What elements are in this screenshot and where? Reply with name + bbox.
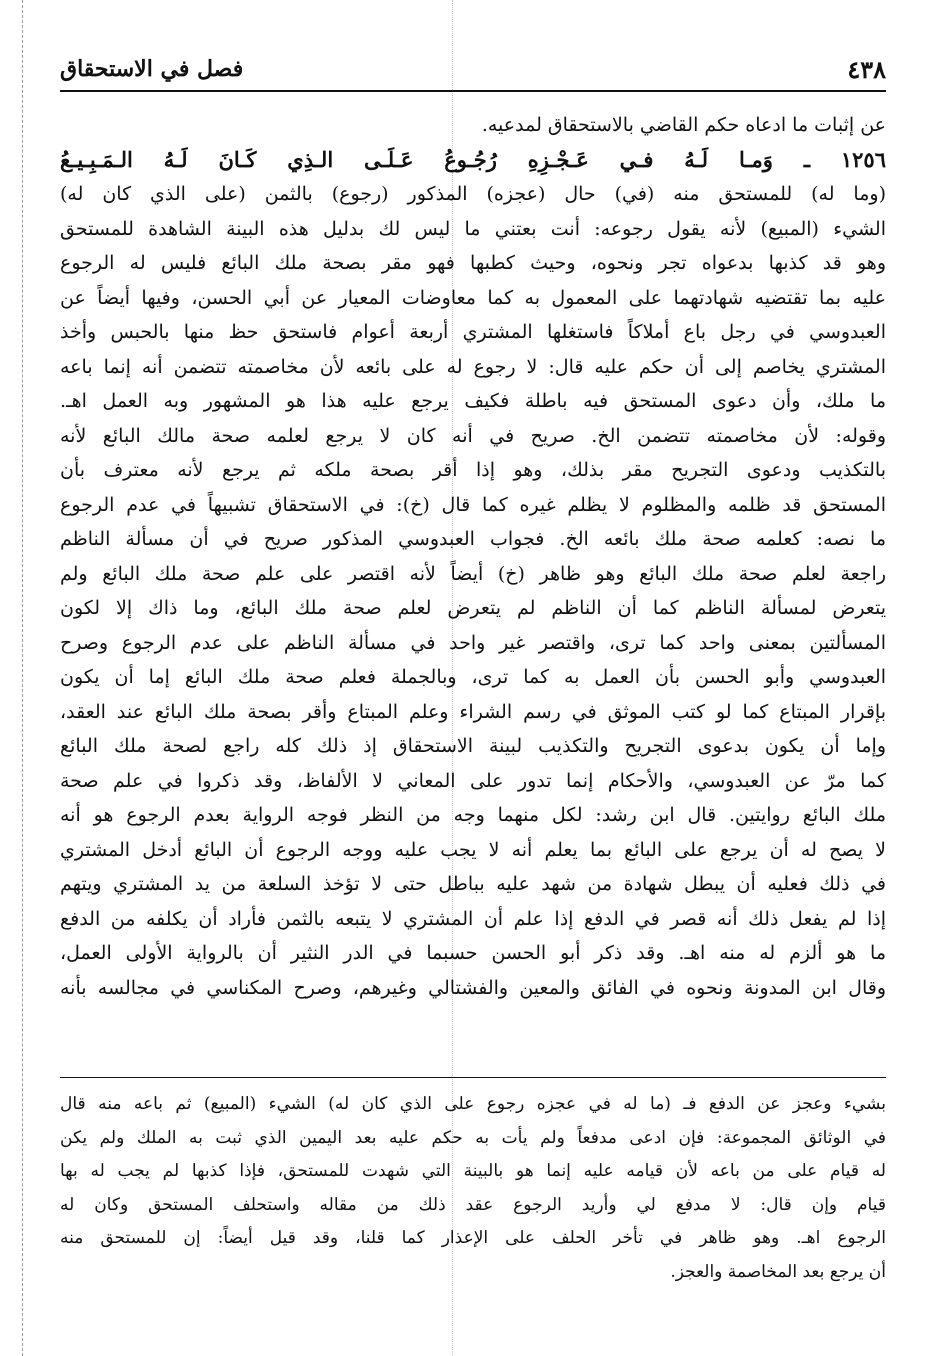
page-header [60,48,886,92]
footnote-line: أن يرجع بعد المخاصمة والعجز. [670,1261,886,1282]
footnote-line: في الوثائق المجموعة: فإن ادعى مدفعاً ولم يأت به حكم عليه بعد اليمين الذي ثبت به الملك ولم يكن [60,1127,886,1148]
footnotes [60,1088,886,1289]
text-line: وهو قد كذبها بدعواه تجر ونحوه، وحيث كطبها فهو مقر بصحة ملك البائع فليس له الرجوع [60,252,886,274]
text-line: وقال ابن المدونة ونحوه في الفائق والمعين والفشتالي وغيرهم، وصرح المكناسي في مجالسه بأنه [60,976,886,999]
footnote-line: له قيام على من باعه لأن قيامه عليه إنما هو بالبينة التي شهدت للمستحق، فإذا كذبها لم يجب له بها [60,1161,886,1181]
text-line: كما مرّ عن العبدوسي، والأحكام إنما تدور على المعاني لا الألفاظ، وقد ذكروا في علم صحة [60,769,886,792]
text-line: (وما له) للمستحق منه (في) حال (عجزه) المذكور (رجوع) بالثمن (على الذي كان له) [60,183,886,205]
text-line: المسألتين بمعنى واحد كما ترى، واقتصر غير واحد في مسألة الناظم على عدم الرجوع وصرح [60,631,886,654]
text-line: وقوله: لأن مخاصمته تتضمن الخ. صريح في أنه كان لا يرجع لعلمه صحة مالك البائع لأنه [60,424,886,447]
text-line: عليه بما تقتضيه شهادتهما على المعمول به كما معاوضات المعيار عن أبي الحسن، وفيها أيضاً عن [60,286,886,309]
text-line: لا يصح له أن يرجع على البائع بما يعلم أنه لا يجب عليه ووجه الرجوع أن البائع أدخل المشتري [60,838,886,861]
text-line: ما هو ألزم له منه اهـ. وقد ذكر أبو الحسن حسبما في الدر النثير أن بالرواية الأولى العمل، [60,942,886,964]
text-line: ما ملك، وأن دعوى المستحق فيه باطلة فكيف يرجع عليه هذا هو المشهور وبه العمل اهـ. [60,390,886,412]
footnote-line: الرجوع اهـ. وهو ظاهر في تأخر الحلف على الإعذار كما قلنا، وقد قيل أيضاً: إن للمستحق منه [60,1228,886,1248]
text-line: بالتكذيب ودعوى التجريح مقر بذلك، وهو إذا أقر بصحة ملكه ثم يرجع لأنه معترف بأن [60,459,886,481]
text-line: إذا لم يفعل ذلك أنه قصر في الدفع إذا علم أن المشتري لا يتبعه بالثمن فأراد أن يكلفه من الدفع [60,907,886,930]
text-line: يتعرض لمسألة الناظم كما أن الناظم لم يتعرض لعلم صحة ملك البائع، وما ذاك إلا لكون [60,597,886,619]
page-number: ٤٣٨ [847,54,886,84]
text-line: بإقرار المبتاع كما لو كتب الموثق في رسم الشراء وعلم المبتاع وأقر بصحة ملك البائع عند العقد، [60,700,886,723]
text-line: في ذلك فعليه أن يبطل شهادة من شهد عليه بباطل حتى لا تؤخذ السلعة من يد المشتري ويتهم [60,873,886,895]
running-title: فصل في الاستحقاق [60,56,244,82]
text-line: العبدوسي وأبو الحسن بأن العمل به كما ترى، وبالجملة فعلم صحة ملك البائع إما أن يكون [60,666,886,688]
text-line: ملك البائع روايتين. قال ابن رشد: لكل منهما وجه من النظر فوجه الرواية بعدم الرجوع هو أنه [60,804,886,826]
footnote-line: بشيء وعجز عن الدفع فـ (ما له في عجزه رجوع على الذي كان له) الشيء (المبيع) ثم باعه منه قال [60,1094,886,1114]
text-line: ما نصه: كعلمه صحة ملك بائعه الخ. فجواب العبدوسي المذكور صريح في أن مسألة الناظم [60,528,886,550]
scan-edge-line [22,0,23,1356]
main-text [60,108,886,1005]
text-line: المستحق قد ظلمه والمظلوم لا يظلم غيره كما قال (خ): في الاستحقاق تشبيهاً في عدم الرجوع [60,493,886,516]
text-line: العبدوسي في رجل باع أملاكاً فاستغلها المشتري أربعة أعوام فاستحق حظ منها بالحبس وأخذ [60,321,886,343]
text-line: الشيء (المبيع) لأنه يقول رجوعه: أنت بعتني ما ليس لك بدليل هذه البينة الشاهدة للمستحق [60,217,886,240]
footnote-separator [60,1077,886,1078]
text-line: عن إثبات ما ادعاه حكم القاضي بالاستحقاق لمدعيه. [481,114,886,136]
footnote-line: قيام وإن قال: لا مدفع لي وأريد الرجوع عقد ذلك من مقاله واستحلف المستحق وكان له [60,1194,886,1215]
verse-line: ١٢٥٦ ـ وَمـا لَـهُ فـي عَـجْـزِهِ رُجُـوعُ عَـلَـى الـذِي كَـانَ لَـهُ الـمَـبِـيـعُ [60,146,886,172]
text-line: المشتري يخاصم إلى أن حكم عليه قال: لا رجوع له على بائعه لأن مخاصمته تتضمن أنه إنما باعه [60,355,886,378]
text-line: راجعة لعلم صحة ملك البائع وهو ظاهر (خ) أيضاً لأنه اقتصر على علم صحة ملك البائع ولم [60,562,886,585]
text-line: وإما أن يكون بدعوى التجريح والتكذيب لبينة الاستحقاق إذ ذلك كله راجع لصحة ملك البائع [60,735,886,757]
